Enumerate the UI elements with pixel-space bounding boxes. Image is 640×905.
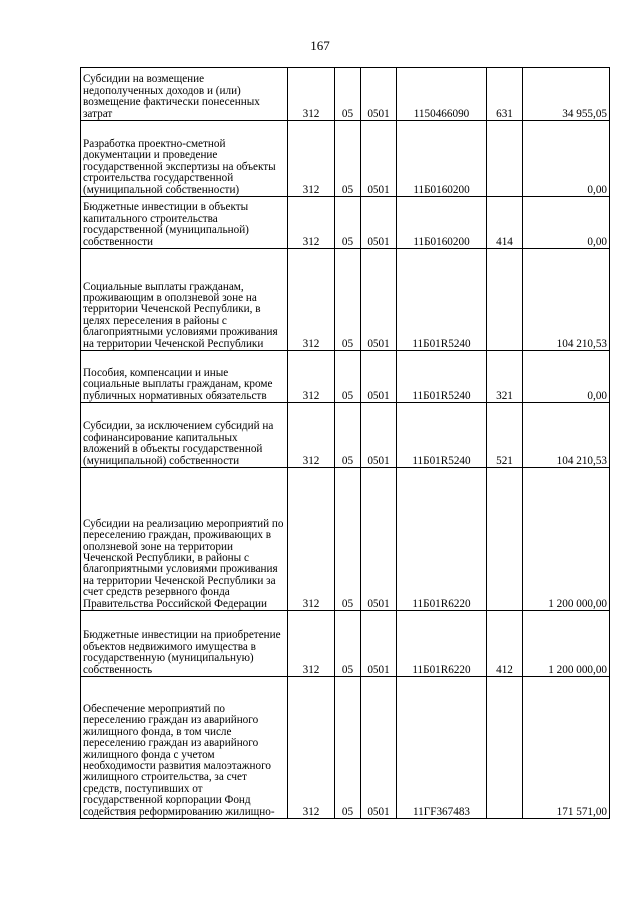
row-expense-type-code	[487, 677, 523, 819]
row-amount: 104 210,53	[523, 403, 610, 468]
row-description: Субсидии, за исключением субсидий на софинансирование капитальных вложений в объекты государственной (муниципальной) собственности	[81, 403, 288, 468]
row-subsection-code: 0501	[361, 677, 397, 819]
row-expense-type-code	[487, 121, 523, 197]
row-section-code: 05	[335, 351, 361, 403]
row-grbs-code: 312	[288, 197, 335, 249]
row-subsection-code: 0501	[361, 197, 397, 249]
row-grbs-code: 312	[288, 403, 335, 468]
table-row	[81, 611, 610, 677]
row-target-article-code: 1150466090	[397, 68, 487, 121]
row-description: Бюджетные инвестиции в объекты капитального строительства государственной (муниципальной) собственности	[81, 197, 288, 249]
row-section-code: 05	[335, 249, 361, 351]
row-grbs-code: 312	[288, 351, 335, 403]
page-number: 167	[310, 38, 330, 53]
row-amount: 34 955,05	[523, 68, 610, 121]
row-amount: 0,00	[523, 197, 610, 249]
row-amount: 0,00	[523, 121, 610, 197]
row-section-code: 05	[335, 121, 361, 197]
table-row	[81, 351, 610, 403]
row-grbs-code: 312	[288, 249, 335, 351]
row-expense-type-code	[487, 249, 523, 351]
row-expense-type-code: 321	[487, 351, 523, 403]
row-subsection-code: 0501	[361, 351, 397, 403]
table-row	[81, 121, 610, 197]
row-target-article-code: 11Б01R6220	[397, 611, 487, 677]
row-target-article-code: 11Б01R6220	[397, 468, 487, 611]
row-description: Разработка проектно-сметной документации и проведение государственной экспертизы на объекты строительства государственной (муниципальной собственности)	[81, 121, 288, 197]
row-amount: 1 200 000,00	[523, 468, 610, 611]
row-description: Социальные выплаты гражданам, проживающим в оползневой зоне на территории Чеченской Республики, в целях переселения в районы с благоприятными условиями проживания на территории Чеченской Республики	[81, 249, 288, 351]
row-expense-type-code	[487, 468, 523, 611]
row-target-article-code: 11Б0160200	[397, 197, 487, 249]
row-expense-type-code: 521	[487, 403, 523, 468]
row-subsection-code: 0501	[361, 249, 397, 351]
row-subsection-code: 0501	[361, 121, 397, 197]
row-amount: 171 571,00	[523, 677, 610, 819]
row-target-article-code: 11Б01R5240	[397, 351, 487, 403]
row-expense-type-code: 631	[487, 68, 523, 121]
row-description: Пособия, компенсации и иные социальные выплаты гражданам, кроме публичных нормативных обязательств	[81, 351, 288, 403]
table-body	[81, 68, 610, 819]
table-row	[81, 197, 610, 249]
table-row	[81, 468, 610, 611]
row-grbs-code: 312	[288, 121, 335, 197]
table-row	[81, 68, 610, 121]
row-section-code: 05	[335, 403, 361, 468]
row-grbs-code: 312	[288, 677, 335, 819]
row-target-article-code: 11ГF367483	[397, 677, 487, 819]
row-description: Обеспечение мероприятий по переселению граждан из аварийного жилищного фонда, в том числе переселению граждан из аварийного жилищного фонда с учетом необходимости развития малоэтажного жилищного строительства, за счет средств, поступивших от государственной корпорации Фонд содействия реформированию жилищно-	[81, 677, 288, 819]
row-section-code: 05	[335, 68, 361, 121]
row-target-article-code: 11Б0160200	[397, 121, 487, 197]
row-target-article-code: 11Б01R5240	[397, 249, 487, 351]
row-expense-type-code: 414	[487, 197, 523, 249]
row-subsection-code: 0501	[361, 68, 397, 121]
row-section-code: 05	[335, 677, 361, 819]
row-description: Субсидии на возмещение недополученных доходов и (или) возмещение фактически понесенных затрат	[81, 68, 288, 121]
row-description: Бюджетные инвестиции на приобретение объектов недвижимого имущества в государственную (муниципальную) собственность	[81, 611, 288, 677]
row-grbs-code: 312	[288, 611, 335, 677]
row-section-code: 05	[335, 611, 361, 677]
row-target-article-code: 11Б01R5240	[397, 403, 487, 468]
row-subsection-code: 0501	[361, 468, 397, 611]
row-subsection-code: 0501	[361, 611, 397, 677]
row-amount: 1 200 000,00	[523, 611, 610, 677]
row-grbs-code: 312	[288, 468, 335, 611]
table-row	[81, 677, 610, 819]
row-description: Субсидии на реализацию мероприятий по переселению граждан, проживающих в оползневой зоне на территории Чеченской Республики, в районы с благоприятными условиями проживания на территории Чеченской Республики за счет средств резервного фонда Правительства Российской Федерации	[81, 468, 288, 611]
row-subsection-code: 0501	[361, 403, 397, 468]
row-grbs-code: 312	[288, 68, 335, 121]
table-row	[81, 403, 610, 468]
row-section-code: 05	[335, 197, 361, 249]
row-amount: 0,00	[523, 351, 610, 403]
row-amount: 104 210,53	[523, 249, 610, 351]
table-row	[81, 249, 610, 351]
budget-table	[80, 67, 610, 819]
row-section-code: 05	[335, 468, 361, 611]
row-expense-type-code: 412	[487, 611, 523, 677]
